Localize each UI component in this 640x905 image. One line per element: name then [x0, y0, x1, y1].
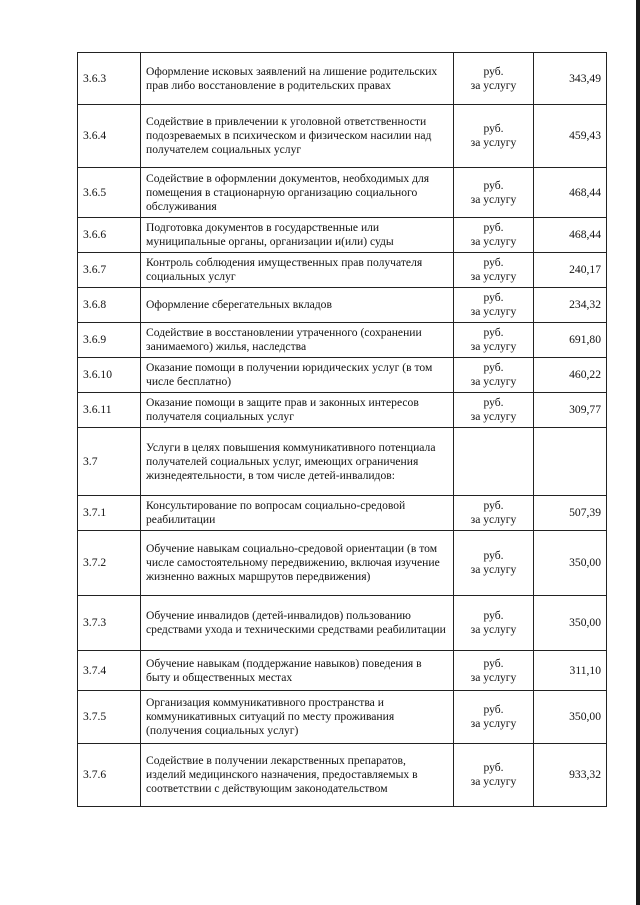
price-value: 311,10 — [534, 651, 607, 691]
unit-currency: руб. — [483, 221, 504, 234]
service-name: Оказание помощи в получении юридических услуг (в том числе бесплатно) — [141, 358, 454, 393]
unit-per-service: за услугу — [470, 513, 517, 526]
row-number: 3.6.10 — [78, 358, 141, 393]
unit-per-service: за услугу — [470, 410, 517, 423]
unit-per-service: за услугу — [470, 136, 517, 149]
unit-cell — [454, 428, 534, 496]
service-name: Содействие в восстановлении утраченного (сохранении занимаемого) жилья, наследства — [141, 323, 454, 358]
section-title: Услуги в целях повышения коммуникативного потенциала получателей социальных услуг, имеющих ограничения жизнедеятельности, в том числе детей-инвалидов: — [141, 428, 454, 496]
price-value — [534, 428, 607, 496]
row-number: 3.7.3 — [78, 596, 141, 651]
price-value: 459,43 — [534, 105, 607, 168]
row-number: 3.6.8 — [78, 288, 141, 323]
unit-currency: руб. — [483, 396, 504, 409]
unit-cell — [454, 531, 534, 596]
scan-edge-shadow — [636, 0, 640, 905]
row-number: 3.6.4 — [78, 105, 141, 168]
price-value: 507,39 — [534, 496, 607, 531]
row-number: 3.6.5 — [78, 168, 141, 218]
table-row — [78, 105, 607, 168]
row-number: 3.6.11 — [78, 393, 141, 428]
unit-cell — [454, 393, 534, 428]
table-row — [78, 288, 607, 323]
unit-cell — [454, 253, 534, 288]
unit-cell — [454, 53, 534, 105]
unit-currency: руб. — [483, 656, 504, 670]
unit-cell — [454, 168, 534, 218]
price-value: 309,77 — [534, 393, 607, 428]
service-name: Обучение навыкам (поддержание навыков) поведения в быту и общественных местах — [141, 651, 454, 691]
unit-per-service: за услугу — [470, 192, 517, 206]
unit-cell — [454, 218, 534, 253]
price-value: 240,17 — [534, 253, 607, 288]
unit-per-service: за услугу — [470, 305, 517, 318]
unit-currency: руб. — [483, 291, 504, 304]
unit-cell — [454, 496, 534, 531]
unit-cell — [454, 596, 534, 651]
price-value: 460,22 — [534, 358, 607, 393]
unit-currency: руб. — [483, 64, 504, 78]
unit-per-service: за услугу — [470, 563, 517, 576]
unit-currency: руб. — [483, 122, 504, 135]
row-number: 3.7.2 — [78, 531, 141, 596]
row-number: 3.6.9 — [78, 323, 141, 358]
table-row — [78, 596, 607, 651]
service-name: Консультирование по вопросам социально-средовой реабилитации — [141, 496, 454, 531]
unit-currency: руб. — [483, 609, 504, 622]
service-name: Содействие в оформлении документов, необходимых для помещения в стационарную организацию социального обслуживания — [141, 168, 454, 218]
unit-currency: руб. — [483, 361, 504, 374]
table-row — [78, 218, 607, 253]
unit-per-service: за услугу — [470, 340, 517, 353]
table-row — [78, 393, 607, 428]
unit-currency: руб. — [483, 549, 504, 562]
unit-cell — [454, 744, 534, 807]
price-value: 468,44 — [534, 168, 607, 218]
service-name: Контроль соблюдения имущественных прав получателя социальных услуг — [141, 253, 454, 288]
table-row — [78, 691, 607, 744]
unit-per-service: за услугу — [470, 375, 517, 388]
table-row-section — [78, 428, 607, 496]
unit-currency: руб. — [483, 761, 504, 774]
service-name: Организация коммуникативного пространства и коммуникативных ситуаций по месту проживания (получения социальных услуг) — [141, 691, 454, 744]
unit-cell — [454, 691, 534, 744]
service-name: Оказание помощи в защите прав и законных интересов получателя социальных услуг — [141, 393, 454, 428]
service-name: Оформление сберегательных вкладов — [141, 288, 454, 323]
unit-per-service: за услугу — [470, 270, 517, 283]
row-number: 3.6.7 — [78, 253, 141, 288]
unit-currency: руб. — [483, 326, 504, 339]
price-value: 468,44 — [534, 218, 607, 253]
row-number: 3.7.4 — [78, 651, 141, 691]
row-number: 3.7 — [78, 428, 141, 496]
unit-cell — [454, 323, 534, 358]
table-row — [78, 651, 607, 691]
price-value: 350,00 — [534, 531, 607, 596]
table-row — [78, 53, 607, 105]
price-value: 350,00 — [534, 691, 607, 744]
table-row — [78, 253, 607, 288]
table-row — [78, 744, 607, 807]
service-name: Подготовка документов в государственные или муниципальные органы, организации и(или) суды — [141, 218, 454, 253]
unit-per-service: за услугу — [470, 235, 517, 248]
unit-cell — [454, 651, 534, 691]
row-number: 3.6.3 — [78, 53, 141, 105]
table-row — [78, 496, 607, 531]
unit-per-service: за услугу — [470, 670, 517, 684]
row-number: 3.7.1 — [78, 496, 141, 531]
table-row — [78, 358, 607, 393]
price-value: 691,80 — [534, 323, 607, 358]
services-tariff-table — [77, 52, 607, 807]
unit-currency: руб. — [483, 178, 504, 192]
unit-cell — [454, 288, 534, 323]
unit-per-service: за услугу — [470, 623, 517, 636]
unit-cell — [454, 105, 534, 168]
service-name: Обучение инвалидов (детей-инвалидов) пользованию средствами ухода и техническими средствами реабилитации — [141, 596, 454, 651]
price-value: 350,00 — [534, 596, 607, 651]
unit-currency: руб. — [483, 703, 504, 716]
unit-per-service: за услугу — [470, 775, 517, 788]
service-name: Оформление исковых заявлений на лишение родительских прав либо восстановление в родительских правах — [141, 53, 454, 105]
table-row — [78, 323, 607, 358]
unit-currency: руб. — [483, 256, 504, 269]
price-value: 933,32 — [534, 744, 607, 807]
row-number: 3.7.5 — [78, 691, 141, 744]
row-number: 3.7.6 — [78, 744, 141, 807]
price-value: 343,49 — [534, 53, 607, 105]
service-name: Содействие в привлечении к уголовной ответственности подозреваемых в психическом и физическом насилии над получателем социальных услуг — [141, 105, 454, 168]
unit-currency: руб. — [483, 499, 504, 512]
unit-cell — [454, 358, 534, 393]
price-value: 234,32 — [534, 288, 607, 323]
unit-per-service: за услугу — [470, 78, 517, 92]
row-number: 3.6.6 — [78, 218, 141, 253]
table-row — [78, 531, 607, 596]
table-row — [78, 168, 607, 218]
service-name: Содействие в получении лекарственных препаратов, изделий медицинского назначения, предоставляемых в соответствии с действующим законодательством — [141, 744, 454, 807]
unit-per-service: за услугу — [470, 717, 517, 730]
service-name: Обучение навыкам социально-средовой ориентации (в том числе самостоятельному передвижению, включая изучение жизненно важных маршрутов передвижения) — [141, 531, 454, 596]
